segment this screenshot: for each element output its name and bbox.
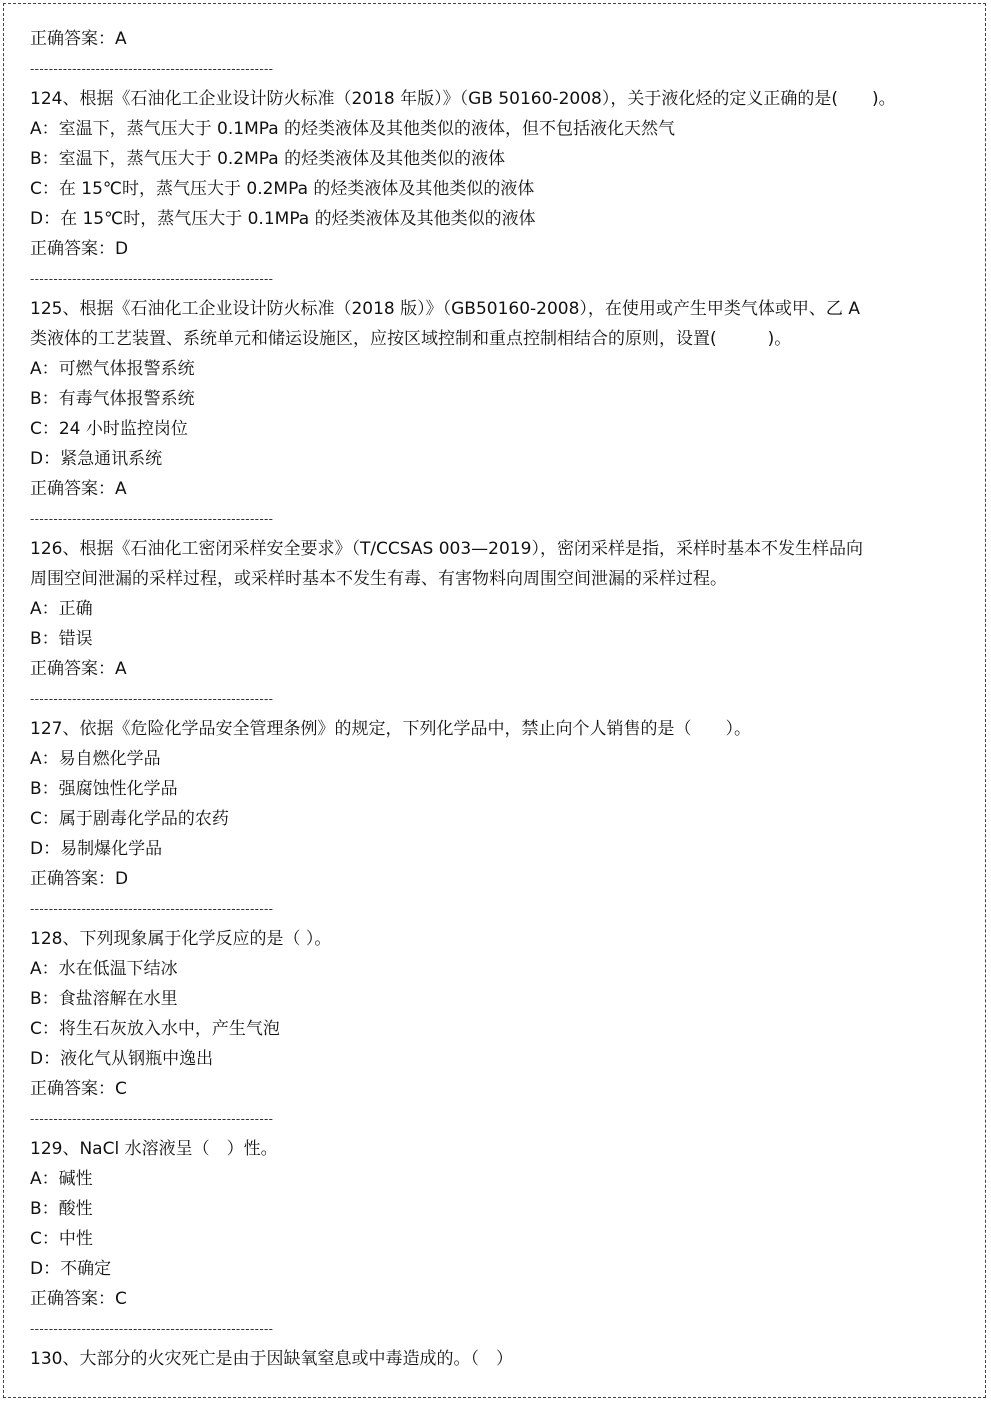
question-block (30, 534, 980, 684)
separator-line: ---------------------------------------------------- (30, 272, 274, 286)
question-stem: 124、根据《石油化工企业设计防火标准（2018 年版）》（GB 50160-2008），关于液化烃的定义正确的是( )。 (30, 89, 896, 109)
separator-line: ---------------------------------------------------- (30, 512, 274, 526)
question-stem: 类液体的工艺装置、系统单元和储运设施区，应按区域控制和重点控制相结合的原则，设置( )。 (30, 329, 792, 349)
separator-line: ---------------------------------------------------- (30, 692, 274, 706)
document-body (30, 24, 980, 1374)
question-block (30, 1344, 980, 1374)
correct-answer: 正确答案：A (30, 479, 127, 499)
answer-option: A：易自燃化学品 (30, 749, 161, 769)
answer-option: B：有毒气体报警系统 (30, 389, 195, 409)
question-list (30, 54, 980, 1374)
answer-option: C：中性 (30, 1229, 93, 1249)
separator-line: ---------------------------------------------------- (30, 62, 274, 76)
question-block (30, 1134, 980, 1314)
question-stem: 128、下列现象属于化学反应的是（ ）。 (30, 929, 332, 949)
answer-option: D：在 15℃时，蒸气压大于 0.1MPa 的烃类液体及其他类似的液体 (30, 209, 536, 229)
question-stem: 126、根据《石油化工密闭采样安全要求》（T/CCSAS 003—2019），密闭采样是指，采样时基本不发生样品向 (30, 539, 863, 559)
separator-line: ---------------------------------------------------- (30, 1112, 274, 1126)
separator-line: ---------------------------------------------------- (30, 1322, 274, 1336)
answer-option: D：不确定 (30, 1259, 112, 1279)
answer-option: B：酸性 (30, 1199, 93, 1219)
answer-option: A：正确 (30, 599, 93, 619)
answer-option: A：水在低温下结冰 (30, 959, 178, 979)
correct-answer: 正确答案：D (30, 239, 129, 259)
answer-option: A：碱性 (30, 1169, 93, 1189)
answer-line: 正确答案：A (30, 29, 127, 49)
answer-option: C：在 15℃时，蒸气压大于 0.2MPa 的烃类液体及其他类似的液体 (30, 179, 535, 199)
question-block (30, 924, 980, 1104)
answer-option: C：将生石灰放入水中，产生气泡 (30, 1019, 280, 1039)
question-stem: 周围空间泄漏的采样过程，或采样时基本不发生有毒、有害物料向周围空间泄漏的采样过程。 (30, 569, 727, 589)
correct-answer: 正确答案：A (30, 659, 127, 679)
answer-option: A：室温下，蒸气压大于 0.1MPa 的烃类液体及其他类似的液体，但不包括液化天然气 (30, 119, 676, 139)
answer-option: C：24 小时监控岗位 (30, 419, 188, 439)
answer-option: D：紧急通讯系统 (30, 449, 163, 469)
answer-option: B：强腐蚀性化学品 (30, 779, 178, 799)
answer-option: C：属于剧毒化学品的农药 (30, 809, 229, 829)
answer-option: B：室温下，蒸气压大于 0.2MPa 的烃类液体及其他类似的液体 (30, 149, 506, 169)
answer-option: A：可燃气体报警系统 (30, 359, 195, 379)
separator-line: ---------------------------------------------------- (30, 902, 274, 916)
answer-option: D：易制爆化学品 (30, 839, 163, 859)
correct-answer: 正确答案：C (30, 1289, 127, 1309)
question-stem: 129、NaCl 水溶液呈（ ）性。 (30, 1139, 278, 1159)
question-block (30, 294, 980, 504)
correct-answer: 正确答案：D (30, 869, 129, 889)
answer-option: D：液化气从钢瓶中逸出 (30, 1049, 214, 1069)
correct-answer: 正确答案：C (30, 1079, 127, 1099)
answer-option: B：错误 (30, 629, 93, 649)
question-stem: 130、大部分的火灾死亡是由于因缺氧窒息或中毒造成的。（ ） (30, 1349, 513, 1369)
question-stem: 127、依据《危险化学品安全管理条例》的规定，下列化学品中，禁止向个人销售的是（ ）。 (30, 719, 751, 739)
question-stem: 125、根据《石油化工企业设计防火标准（2018 版）》（GB50160-2008），在使用或产生甲类气体或甲、乙 A (30, 299, 860, 319)
question-block (30, 714, 980, 894)
question-block (30, 84, 980, 264)
answer-option: B：食盐溶解在水里 (30, 989, 178, 1009)
